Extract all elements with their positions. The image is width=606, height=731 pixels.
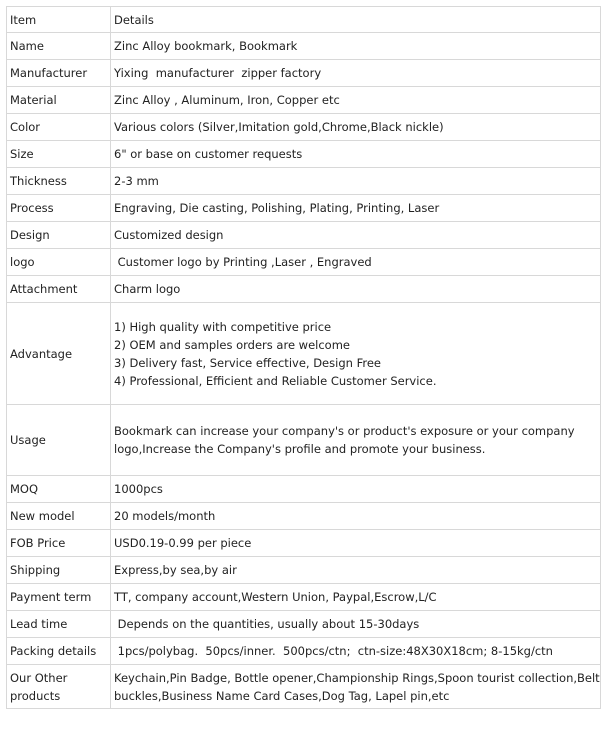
row-value: Depends on the quantities, usually about 15-30days: [111, 611, 601, 638]
spec-table: [6, 6, 601, 709]
row-value: 1pcs/polybag. 50pcs/inner. 500pcs/ctn; ctn-size:48X30X18cm; 8-15kg/ctn: [111, 638, 601, 665]
table-row: [7, 87, 601, 114]
row-label: Advantage: [7, 303, 111, 405]
row-value: 1000pcs: [111, 476, 601, 503]
value-line: 4) Professional, Efficient and Reliable Customer Service.: [114, 373, 437, 388]
row-label: New model: [7, 503, 111, 530]
row-value: [111, 303, 601, 405]
row-label: Our Other products: [7, 665, 111, 709]
row-label: Process: [7, 195, 111, 222]
row-label: Attachment: [7, 276, 111, 303]
row-label: Packing details: [7, 638, 111, 665]
table-row: [7, 168, 601, 195]
table-row: [7, 476, 601, 503]
row-label: Usage: [7, 405, 111, 476]
row-label: Payment term: [7, 584, 111, 611]
row-value: USD0.19-0.99 per piece: [111, 530, 601, 557]
row-value: [111, 665, 601, 709]
row-label: Lead time: [7, 611, 111, 638]
row-label: logo: [7, 249, 111, 276]
table-row: [7, 611, 601, 638]
row-label: MOQ: [7, 476, 111, 503]
row-value: Engraving, Die casting, Polishing, Plating, Printing, Laser: [111, 195, 601, 222]
row-value: [111, 405, 601, 476]
table-row: [7, 303, 601, 405]
table-row: [7, 665, 601, 709]
row-value: 6" or base on customer requests: [111, 141, 601, 168]
table-row: [7, 584, 601, 611]
row-label: Material: [7, 87, 111, 114]
spec-table-body: [7, 7, 601, 709]
row-label: FOB Price: [7, 530, 111, 557]
value-line: Keychain,Pin Badge, Bottle opener,Championship Rings,Spoon tourist collection,Belt: [114, 670, 600, 685]
table-row: [7, 222, 601, 249]
value-line: 1) High quality with competitive price: [114, 319, 332, 334]
row-label: Size: [7, 141, 111, 168]
value-line: 3) Delivery fast, Service effective, Design Free: [114, 355, 381, 370]
value-line: Bookmark can increase your company's or product's exposure or your company: [114, 424, 575, 438]
row-value: Details: [111, 7, 601, 33]
table-row: [7, 60, 601, 87]
table-row: [7, 249, 601, 276]
table-row: [7, 405, 601, 476]
row-label: Name: [7, 33, 111, 60]
row-value: 20 models/month: [111, 503, 601, 530]
row-value: Charm logo: [111, 276, 601, 303]
value-line: buckles,Business Name Card Cases,Dog Tag, Lapel pin,etc: [114, 688, 450, 703]
value-line: 2) OEM and samples orders are welcome: [114, 337, 350, 352]
row-label: Item: [7, 7, 111, 33]
row-label: Thickness: [7, 168, 111, 195]
row-value: Customer logo by Printing ,Laser , Engraved: [111, 249, 601, 276]
table-row: [7, 114, 601, 141]
row-label: Shipping: [7, 557, 111, 584]
row-label: Manufacturer: [7, 60, 111, 87]
table-row: [7, 7, 601, 33]
product-spec-sheet: [6, 6, 600, 709]
row-value: TT, company account,Western Union, Paypal,Escrow,L/C: [111, 584, 601, 611]
row-value: Various colors (Silver,Imitation gold,Chrome,Black nickle): [111, 114, 601, 141]
row-value: Express,by sea,by air: [111, 557, 601, 584]
row-value: Customized design: [111, 222, 601, 249]
row-label: Design: [7, 222, 111, 249]
row-value: 2-3 mm: [111, 168, 601, 195]
table-row: [7, 33, 601, 60]
value-line: logo,Increase the Company's profile and promote your business.: [114, 442, 486, 456]
table-row: [7, 276, 601, 303]
table-row: [7, 141, 601, 168]
table-row: [7, 557, 601, 584]
table-row: [7, 195, 601, 222]
table-row: [7, 530, 601, 557]
row-value: Zinc Alloy , Aluminum, Iron, Copper etc: [111, 87, 601, 114]
row-value: Yixing manufacturer zipper factory: [111, 60, 601, 87]
table-row: [7, 503, 601, 530]
row-value: Zinc Alloy bookmark, Bookmark: [111, 33, 601, 60]
row-label: Color: [7, 114, 111, 141]
table-row: [7, 638, 601, 665]
